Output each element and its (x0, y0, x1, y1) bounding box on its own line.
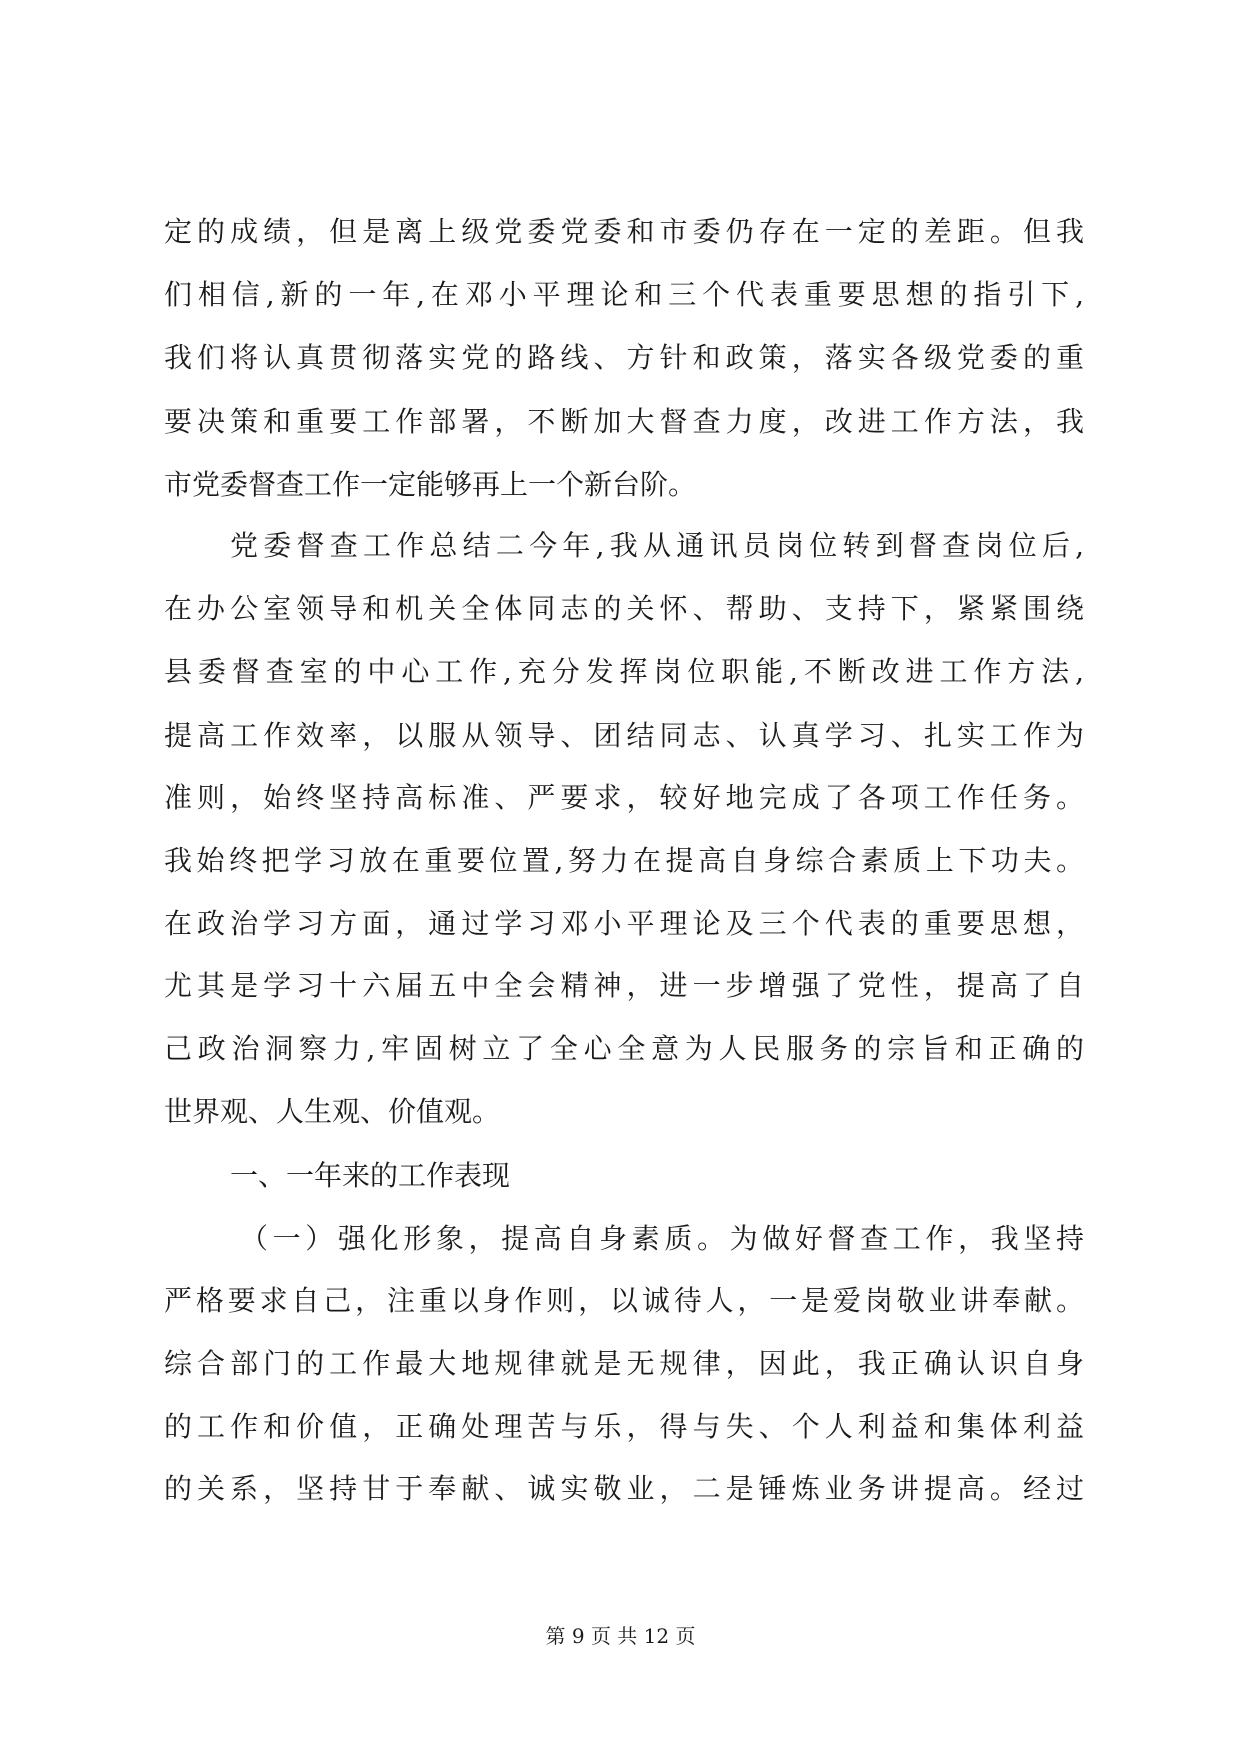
body-text-line: 己政治洞察力,牢固树立了全心全意为人民服务的宗旨和正确的 (164, 1032, 1084, 1065)
body-text-line: 们相信,新的一年,在邓小平理论和三个代表重要思想的指引下, (164, 278, 1084, 311)
page-number-footer: 第 9 页 共 12 页 (545, 1624, 696, 1648)
body-text-line: 严格要求自己，注重以身作则，以诚待人，一是爱岗敬业讲奉献。 (164, 1284, 1084, 1317)
body-text-line: 我始终把学习放在重要位置,努力在提高自身综合素质上下功夫。 (164, 844, 1084, 877)
body-text-line: 准则，始终坚持高标准、严要求，较好地完成了各项工作任务。 (164, 781, 1084, 814)
body-text-line: 的工作和价值，正确处理苦与乐，得与失、个人利益和集体利益 (164, 1410, 1084, 1443)
body-text-line: 世界观、人生观、价值观。 (164, 1095, 501, 1128)
body-text-line: 提高工作效率，以服从领导、团结同志、认真学习、扎实工作为 (164, 719, 1084, 752)
body-text-line: 县委督查室的中心工作,充分发挥岗位职能,不断改进工作方法, (164, 655, 1084, 688)
paragraph-first-line: （一）强化形象，提高自身素质。为做好督查工作，我坚持 (240, 1222, 1084, 1255)
body-text-line: 在办公室领导和机关全体同志的关怀、帮助、支持下，紧紧围绕 (164, 592, 1084, 625)
body-text-line: 要决策和重要工作部署，不断加大督查力度，改进工作方法，我 (164, 405, 1084, 438)
body-text-line: 综合部门的工作最大地规律就是无规律，因此，我正确认识自身 (164, 1347, 1084, 1380)
body-text-line: 尤其是学习十六届五中全会精神，进一步增强了党性，提高了自 (164, 969, 1084, 1002)
body-text-line: 的关系，坚持甘于奉献、诚实敬业，二是锤炼业务讲提高。经过 (164, 1472, 1084, 1505)
body-text-line: 在政治学习方面，通过学习邓小平理论及三个代表的重要思想， (164, 907, 1084, 940)
section-heading: 一、一年来的工作表现 (230, 1159, 511, 1192)
body-text-line: 市党委督查工作一定能够再上一个新台阶。 (164, 468, 697, 501)
paragraph-first-line: 党委督查工作总结二今年,我从通讯员岗位转到督查岗位后, (230, 529, 1084, 562)
body-text-line: 我们将认真贯彻落实党的路线、方针和政策，落实各级党委的重 (164, 341, 1084, 374)
body-text-line: 定的成绩，但是离上级党委党委和市委仍存在一定的差距。但我 (164, 215, 1084, 248)
